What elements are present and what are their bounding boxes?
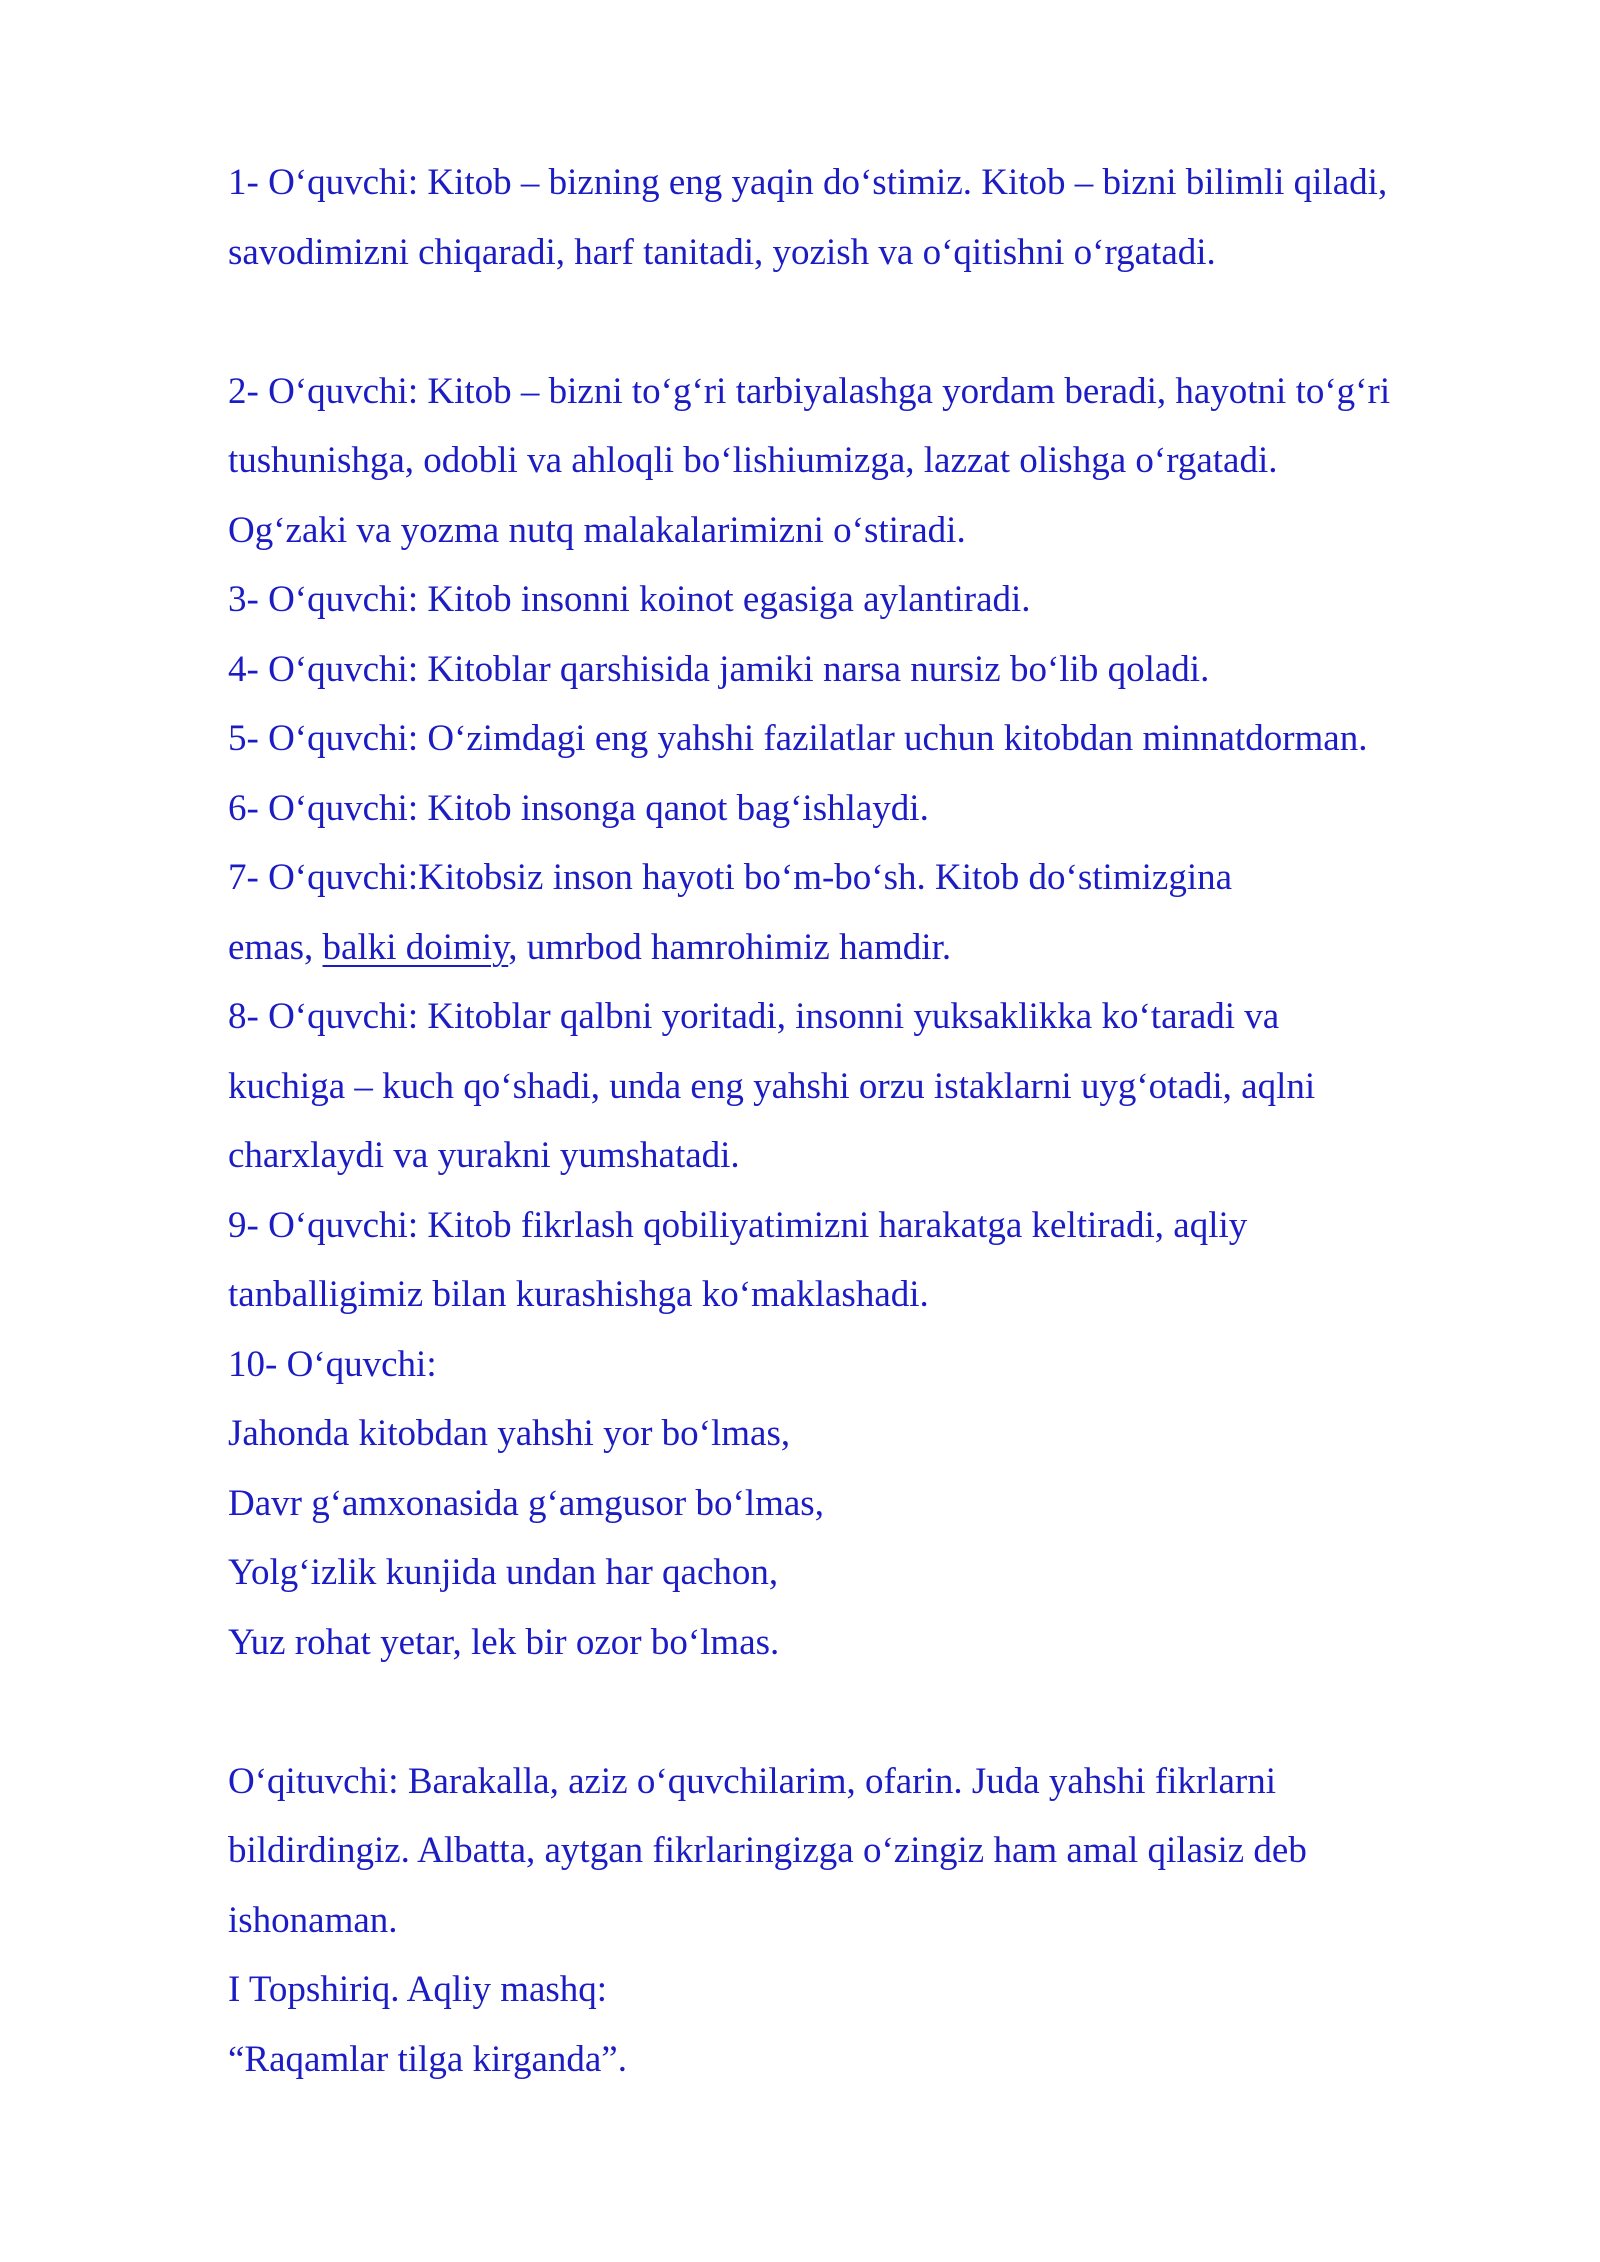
text-line: tushunishga, odobli va ahloqli bo‘lishiumizga, lazzat olishga o‘rgatadi. <box>228 440 1278 481</box>
text-line: 5- O‘quvchi: O‘zimdagi eng yahshi fazilatlar uchun kitobdan minnatdorman. <box>228 718 1368 759</box>
text-line: kuchiga – kuch qo‘shadi, unda eng yahshi orzu istaklarni uyg‘otadi, aqlni <box>228 1065 1316 1107</box>
text-line: I Topshiriq. Aqliy mashq: <box>228 1969 608 2010</box>
text-line: O‘qituvchi: Barakalla, aziz o‘quvchilarim, ofarin. Juda yahshi fikrlarni <box>228 1760 1276 1802</box>
poem-line: Davr g‘amxonasida g‘amgusor bo‘lmas, <box>228 1482 824 1524</box>
text-fragment: , umrbod hamrohimiz hamdir. <box>508 926 952 968</box>
text-line: 6- O‘quvchi: Kitob insonga qanot bag‘ishlaydi. <box>228 787 929 829</box>
text-line: 10- O‘quvchi: <box>228 1343 437 1385</box>
text-line: 7- O‘quvchi:Kitobsiz inson hayoti bo‘m-bo‘sh. Kitob do‘stimizgina <box>228 857 1233 898</box>
underlined-text: balki doimiy <box>322 926 509 968</box>
text-line: Og‘zaki va yozma nutq malakalarimizni o‘stiradi. <box>228 509 966 551</box>
text-line: 4- O‘quvchi: Kitoblar qarshisida jamiki narsa nursiz bo‘lib qoladi. <box>228 648 1210 690</box>
poem-line: Yuz rohat yetar, lek bir ozor bo‘lmas. <box>228 1621 780 1663</box>
text-line: 2- O‘quvchi: Kitob – bizni to‘g‘ri tarbiyalashga yordam beradi, hayotni to‘g‘ri <box>228 370 1391 412</box>
text-line: “Raqamlar tilga kirganda”. <box>228 2038 627 2080</box>
text-line-with-underline <box>228 913 1528 983</box>
poem-line: Jahonda kitobdan yahshi yor bo‘lmas, <box>228 1413 791 1454</box>
text-line: 1- O‘quvchi: Kitob – bizning eng yaqin do‘stimiz. Kitob – bizni bilimli qiladi, <box>228 162 1388 203</box>
text-line: savodimizni chiqaradi, harf tanitadi, yozish va o‘qitishni o‘rgatadi. <box>228 231 1216 273</box>
text-line: 3- O‘quvchi: Kitob insonni koinot egasiga aylantiradi. <box>228 579 1031 620</box>
poem-line: Yolg‘izlik kunjida undan har qachon, <box>228 1552 779 1593</box>
paragraph-gap <box>228 1677 1528 1747</box>
text-fragment: emas, <box>228 926 323 968</box>
text-line: 8- O‘quvchi: Kitoblar qalbni yoritadi, insonni yuksaklikka ko‘taradi va <box>228 996 1280 1037</box>
text-line: tanballigimiz bilan kurashishga ko‘maklashadi. <box>228 1274 929 1315</box>
text-line: bildirdingiz. Albatta, aytgan fikrlaringizga o‘zingiz ham amal qilasiz deb <box>228 1830 1307 1871</box>
paragraph-gap <box>228 287 1528 357</box>
text-line: charxlaydi va yurakni yumshatadi. <box>228 1135 740 1176</box>
text-line: ishonaman. <box>228 1899 398 1941</box>
text-line: 9- O‘quvchi: Kitob fikrlash qobiliyatimizni harakatga keltiradi, aqliy <box>228 1204 1248 1246</box>
document-body <box>228 148 1528 2094</box>
